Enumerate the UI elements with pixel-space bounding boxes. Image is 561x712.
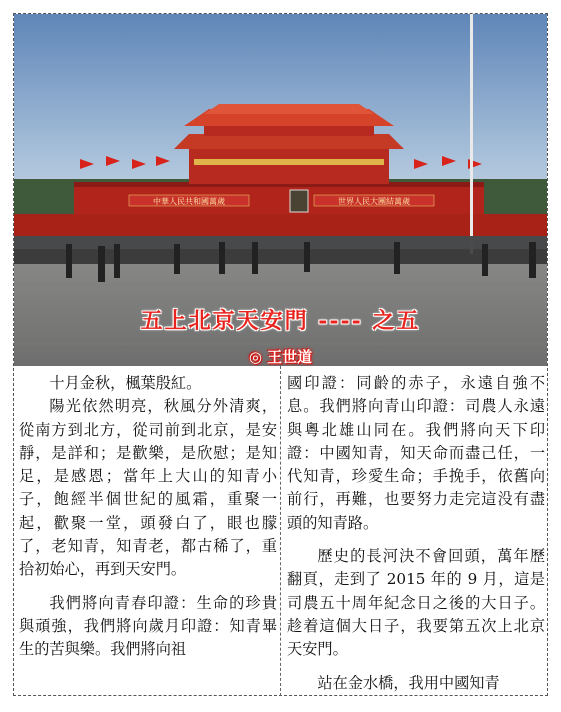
gate-banner-left: 中華人民共和國萬歲 xyxy=(153,197,225,206)
paragraph-4: 歷史的長河決不會回頭，萬年歷翻頁，走到了 2015 年的 9 月，這是司農五十周年紀念日之後的大日子。趁着這個大日子，我要第五次上北京天安門。 xyxy=(287,547,545,659)
gate-banner-right: 世界人民大團結萬歲 xyxy=(338,197,410,206)
paragraph-5: 站在金水橋，我用中國知青 xyxy=(317,673,500,692)
paragraph-3: 我們將向青春印證：生命的珍貴與頑強，我們將向歲月印證：知青畢生的苦與樂。我們將向祖 xyxy=(19,593,277,659)
paragraph-1: 十月金秋，楓葉殷紅。 xyxy=(49,374,202,392)
paragraph-3-cont: 國印證：同齡的赤子，永遠自強不息。我們將向青山印證：司農人永遠與粵北雄山同在。我們將向天下印證：中國知青，知天命而盡己任，一代知青，珍愛生命；手挽手，依舊向前行，再難，也要努力走完這没有盡頭的知青路。 xyxy=(287,374,545,532)
tiananmen-photo xyxy=(14,14,547,366)
article-body xyxy=(14,366,547,696)
article-title: 五上北京天安門 ---- 之五 xyxy=(140,308,421,334)
right-column xyxy=(287,372,545,695)
paragraph-2: 陽光依然明亮，秋風分外清爽，從南方到北方，從司前到北京，是安靜，是詳和；是歡樂，是欣慰；是知足，是感恩；當年上大山的知青小子，飽經半個世紀的風霜，重聚一起，歡聚一堂，頭發白了，眼也朦了，老知青，知青老，都古稀了，重拾初始心，再到天安門。 xyxy=(19,397,277,579)
left-column xyxy=(19,372,277,662)
article-author: ◎ 王世道 xyxy=(248,348,313,366)
